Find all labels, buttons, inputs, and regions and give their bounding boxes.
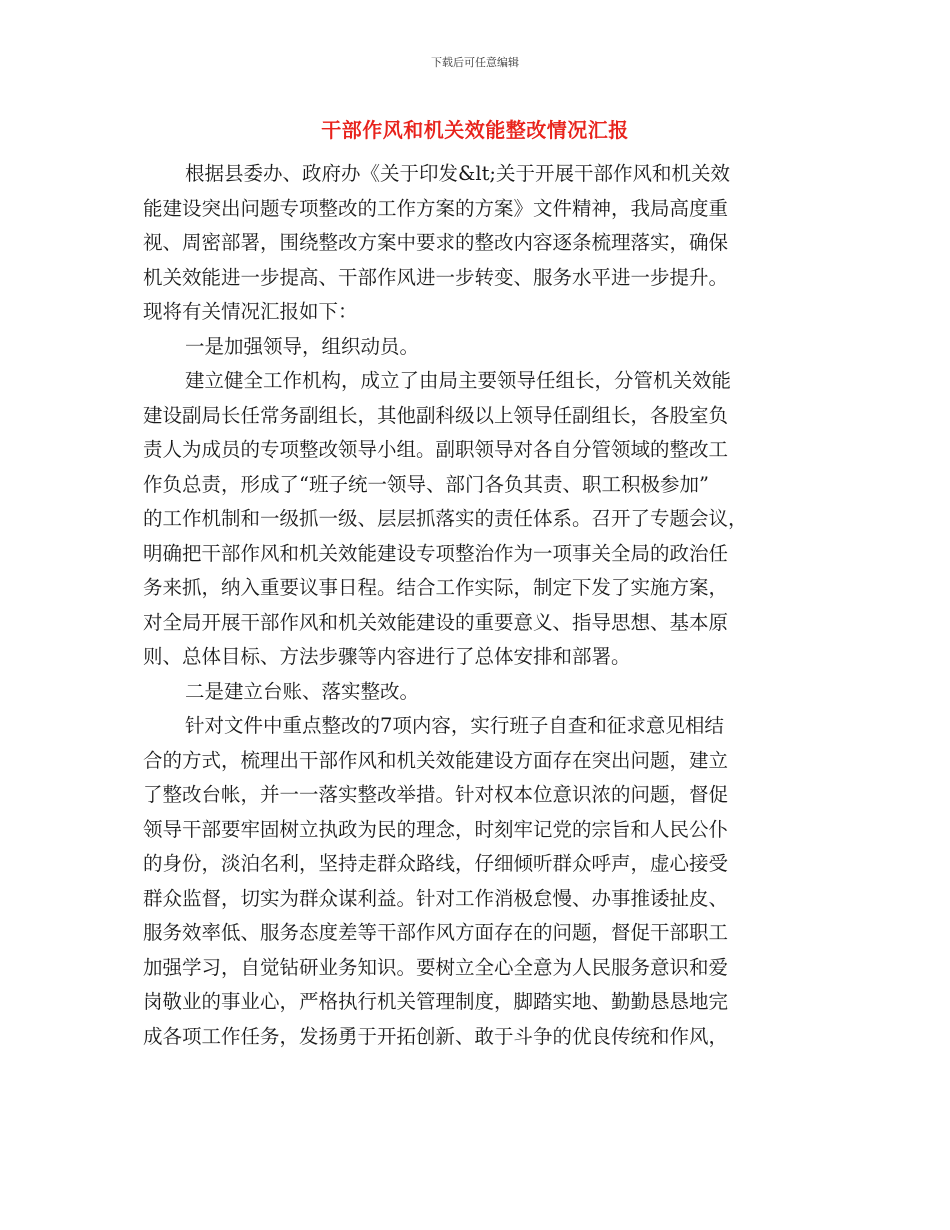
body-text-line: 则、总体目标、方法步骤等内容进行了总体安排和部署。 bbox=[143, 645, 631, 668]
body-text-line: 明确把干部作风和机关效能建设专项整治作为一项事关全局的政治任 bbox=[143, 541, 729, 565]
body-text-line: 对全局开展干部作风和机关效能建设的重要意义、指导思想、基本原 bbox=[143, 610, 729, 634]
body-text-line: 的工作机制和一级抓一级、层层抓落实的责任体系。召开了专题会议， bbox=[143, 507, 748, 530]
body-text-line: 二是建立台账、落实整改。 bbox=[185, 679, 420, 703]
page-header: 下载后可任意编辑 bbox=[431, 56, 519, 69]
body-text-line: 务来抓，纳入重要议事日程。结合工作实际，制定下发了实施方案， bbox=[143, 576, 729, 599]
body-text-line: 成各项工作任务，发扬勇于开拓创新、敢于斗争的优良传统和作风， bbox=[143, 1024, 729, 1048]
body-text-line: 现将有关情况汇报如下： bbox=[143, 300, 358, 323]
body-text-line: 合的方式，梳理出干部作风和机关效能建设方面存在突出问题，建立 bbox=[143, 748, 729, 772]
body-text-line: 的身份，淡泊名利，坚持走群众路线，仔细倾听群众呼声，虚心接受 bbox=[143, 852, 729, 875]
body-text-line: 根据县委办、政府办《关于印发&lt;关于开展干部作风和机关效 bbox=[185, 162, 731, 185]
body-text-line: 领导干部要牢固树立执政为民的理念，时刻牢记党的宗旨和人民公仆 bbox=[143, 817, 729, 841]
body-text-line: 能建设突出问题专项整改的工作方案的方案》文件精神，我局高度重 bbox=[143, 196, 729, 220]
body-text-line: 建设副局长任常务副组长，其他副科级以上领导任副组长，各股室负 bbox=[143, 403, 729, 427]
body-text-line: 一是加强领导，组织动员。 bbox=[185, 334, 420, 358]
body-text-line: 责人为成员的专项整改领导小组。副职领导对各自分管领域的整改工 bbox=[143, 438, 729, 461]
body-text-line: 岗敬业的事业心，严格执行机关管理制度，脚踏实地、勤勤恳恳地完 bbox=[143, 990, 729, 1013]
body-text-line: 作负总责，形成了“班子统一领导、部门各负其责、职工积极参加” bbox=[143, 472, 709, 496]
body-text-line: 建立健全工作机构，成立了由局主要领导任组长，分管机关效能 bbox=[185, 369, 732, 392]
document-body bbox=[143, 157, 803, 1054]
body-text-line: 加强学习，自觉钻研业务知识。要树立全心全意为人民服务意识和爱 bbox=[143, 955, 729, 979]
body-text-line: 了整改台帐，并一一落实整改举措。针对权本位意识浓的问题，督促 bbox=[143, 783, 729, 806]
body-text-line: 视、周密部署，围绕整改方案中要求的整改内容逐条梳理落实，确保 bbox=[143, 231, 729, 254]
body-text-line: 群众监督，切实为群众谋利益。针对工作消极怠慢、办事推诿扯皮、 bbox=[143, 886, 729, 910]
body-text-line: 服务效率低、服务态度差等干部作风方面存在的问题，督促干部职工 bbox=[143, 921, 729, 944]
document-title: 干部作风和机关效能整改情况汇报 bbox=[321, 118, 629, 142]
body-text-line: 机关效能进一步提高、干部作风进一步转变、服务水平进一步提升。 bbox=[143, 265, 729, 289]
body-text-line: 针对文件中重点整改的7项内容，实行班子自查和征求意见相结 bbox=[185, 714, 724, 737]
